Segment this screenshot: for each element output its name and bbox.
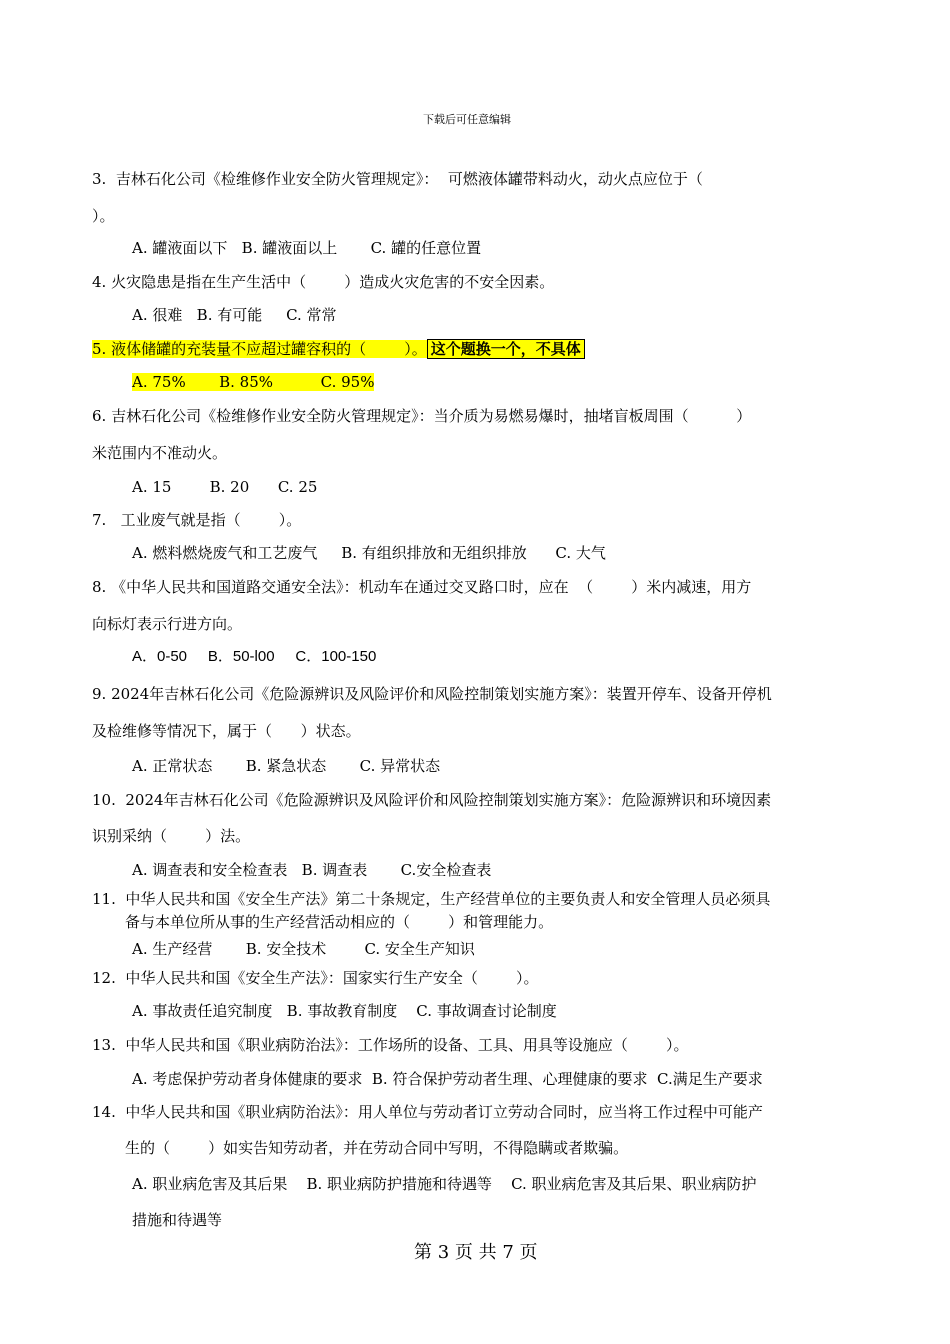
question-11-options: A. 生产经营 B. 安全技术 C. 安全生产知识: [132, 940, 475, 958]
question-3-options: A. 罐液面以下 B. 罐液面以上 C. 罐的任意位置: [132, 239, 482, 257]
question-14-line-1: 14. 中华人民共和国《职业病防治法》：用人单位与劳动者订立劳动合同时，应当将工作过程中可能产: [92, 1103, 763, 1121]
question-9-line-1: 9. 2024年吉林石化公司《危险源辨识及风险评价和风险控制策划实施方案》：装置开停车、设备开停机: [92, 685, 772, 703]
review-comment: 这个题换一个，不具体: [427, 339, 585, 359]
question-6-options: A. 15 B. 20 C. 25: [132, 478, 318, 496]
question-14-options-line-1: A. 职业病危害及其后果 B. 职业病防护措施和待遇等 C. 职业病危害及其后果、职业病防护: [132, 1175, 757, 1193]
question-5-options-text: A. 75% B. 85% C. 95%: [132, 373, 375, 391]
question-8-options: A．0-50 B．50-l00 C．100-150: [132, 648, 377, 665]
question-10-options: A. 调查表和安全检查表 B. 调查表 C.安全检查表: [132, 861, 492, 879]
question-9-options: A. 正常状态 B. 紧急状态 C. 异常状态: [132, 757, 441, 775]
page-footer: 第 3 页 共 7 页: [414, 1242, 538, 1263]
question-10-line-2: 识别采纳（ ）法。: [92, 827, 251, 845]
question-6-line-1: 6. 吉林石化公司《检维修作业安全防火管理规定》：当介质为易燃易爆时，抽堵盲板周围（ ）: [92, 407, 752, 425]
question-6-line-2: 米范围内不准动火。: [92, 444, 228, 462]
question-11-line-1: 11. 中华人民共和国《安全生产法》第二十条规定，生产经营单位的主要负责人和安全管理人员必须具: [92, 890, 771, 908]
question-4-options: A. 很难 B. 有可能 C. 常常: [132, 306, 337, 324]
question-7-line-1: 7. 工业废气就是指（ ）。: [92, 511, 302, 529]
page-header: 下载后可任意编辑: [423, 113, 511, 126]
question-8-line-1: 8. 《中华人民共和国道路交通安全法》：机动车在通过交叉路口时，应在 （ ）米内减速，用方: [92, 578, 752, 596]
question-12-options: A. 事故责任追究制度 B. 事故教育制度 C. 事故调查讨论制度: [132, 1002, 557, 1020]
question-14-options-line-2: 措施和待遇等: [132, 1211, 223, 1229]
question-5-options: [132, 372, 374, 392]
question-12-line-1: 12. 中华人民共和国《安全生产法》：国家实行生产安全（ ）。: [92, 969, 539, 987]
question-3-line-2: ）。: [92, 207, 115, 225]
question-4-line-1: 4. 火灾隐患是指在生产生活中（ ）造成火灾危害的不安全因素。: [92, 273, 555, 291]
question-7-options: A. 燃料燃烧废气和工艺废气 B. 有组织排放和无组织排放 C. 大气: [132, 544, 606, 562]
question-8-line-2: 向标灯表示行进方向。: [92, 615, 243, 633]
question-5-text: 5. 液体储罐的充装量不应超过罐容积的（ ）。: [92, 340, 427, 358]
question-13-options: A. 考虑保护劳动者身体健康的要求 B. 符合保护劳动者生理、心理健康的要求 C.满足生产要求: [132, 1070, 763, 1088]
question-14-line-2: 生的（ ）如实告知劳动者，并在劳动合同中写明，不得隐瞒或者欺骗。: [125, 1139, 629, 1157]
question-5-line-1: [92, 339, 585, 359]
question-10-line-1: 10. 2024年吉林石化公司《危险源辨识及风险评价和风险控制策划实施方案》：危险源辨识和环境因素: [92, 791, 772, 809]
question-3-line-1: 3. 吉林石化公司《检维修作业安全防火管理规定》： 可燃液体罐带料动火，动火点应位于（: [92, 170, 703, 188]
question-11-line-2: 备与本单位所从事的生产经营活动相应的（ ）和管理能力。: [125, 913, 554, 931]
question-9-line-2: 及检维修等情况下，属于（ ）状态。: [92, 722, 361, 740]
question-13-line-1: 13. 中华人民共和国《职业病防治法》：工作场所的设备、工具、用具等设施应（ ）。: [92, 1036, 689, 1054]
